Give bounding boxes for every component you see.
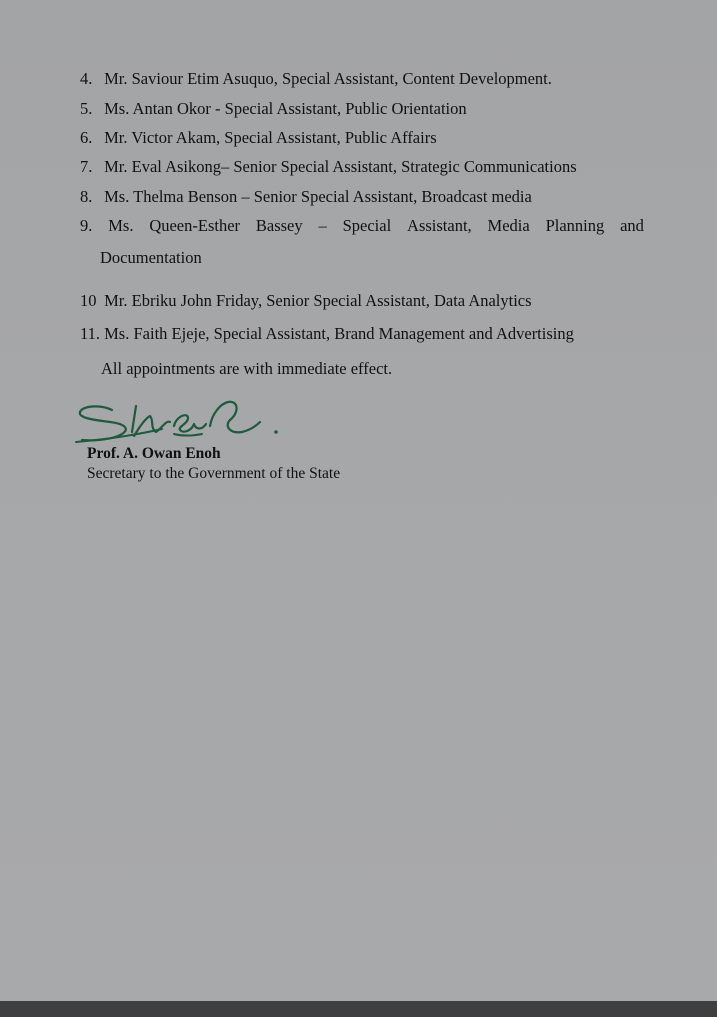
bottom-bar bbox=[0, 1001, 717, 1017]
item-number: 7. bbox=[80, 157, 93, 176]
item-text: Mr. Victor Akam, Special Assistant, Public Affairs bbox=[104, 128, 437, 147]
item-word: Queen-Esther bbox=[149, 216, 241, 235]
closing-note: All appointments are with immediate effect. bbox=[101, 359, 393, 378]
item-word: Bassey bbox=[255, 216, 303, 235]
item-number: 4. bbox=[80, 69, 93, 88]
item-text: Mr. Ebriku John Friday, Senior Special Assistant, Data Analytics bbox=[104, 291, 532, 310]
item-9-continuation: Documentation bbox=[100, 248, 202, 267]
signature-stroke bbox=[174, 415, 206, 431]
item-number: 11. bbox=[80, 324, 101, 343]
item-word: Ms. bbox=[108, 216, 134, 235]
item-word: Planning bbox=[545, 216, 605, 235]
signature-stroke bbox=[80, 406, 126, 440]
signer-name: Prof. A. Owan Enoh bbox=[87, 445, 221, 462]
item-number: 10 bbox=[80, 291, 97, 310]
appointment-item-7 bbox=[80, 157, 644, 177]
item-text: Mr. Saviour Etim Asuquo, Special Assistant, Content Development. bbox=[104, 69, 552, 88]
signature-stroke bbox=[174, 434, 202, 436]
appointment-item-5 bbox=[80, 99, 644, 119]
appointment-item-11 bbox=[80, 324, 644, 344]
appointment-item-10 bbox=[80, 291, 644, 311]
signature-image bbox=[70, 396, 290, 448]
item-text: Ms. Antan Okor - Special Assistant, Public Orientation bbox=[104, 99, 467, 118]
item-word: and bbox=[620, 216, 644, 235]
appointment-item-8 bbox=[80, 187, 644, 207]
item-number: 9. bbox=[80, 216, 93, 235]
item-text: Ms. Thelma Benson – Senior Special Assistant, Broadcast media bbox=[104, 187, 532, 206]
item-word: Assistant, bbox=[407, 216, 472, 235]
item-text: Mr. Eval Asikong– Senior Special Assistant, Strategic Communications bbox=[104, 157, 577, 176]
signer-title: Secretary to the Government of the State bbox=[87, 465, 341, 482]
item-9-first-line bbox=[80, 216, 644, 236]
appointment-item-4 bbox=[80, 69, 644, 89]
item-number: 5. bbox=[80, 99, 93, 118]
signature-stroke bbox=[210, 402, 260, 433]
item-word: Media bbox=[487, 216, 530, 235]
item-word: Special bbox=[342, 216, 392, 235]
item-number: 6. bbox=[80, 128, 93, 147]
appointment-item-6 bbox=[80, 128, 644, 148]
item-text: Ms. Faith Ejeje, Special Assistant, Brand Management and Advertising bbox=[104, 324, 574, 343]
appointment-item-9 bbox=[80, 216, 644, 268]
signature-dot bbox=[274, 430, 278, 434]
item-word: – bbox=[318, 216, 327, 235]
item-number: 8. bbox=[80, 187, 93, 206]
